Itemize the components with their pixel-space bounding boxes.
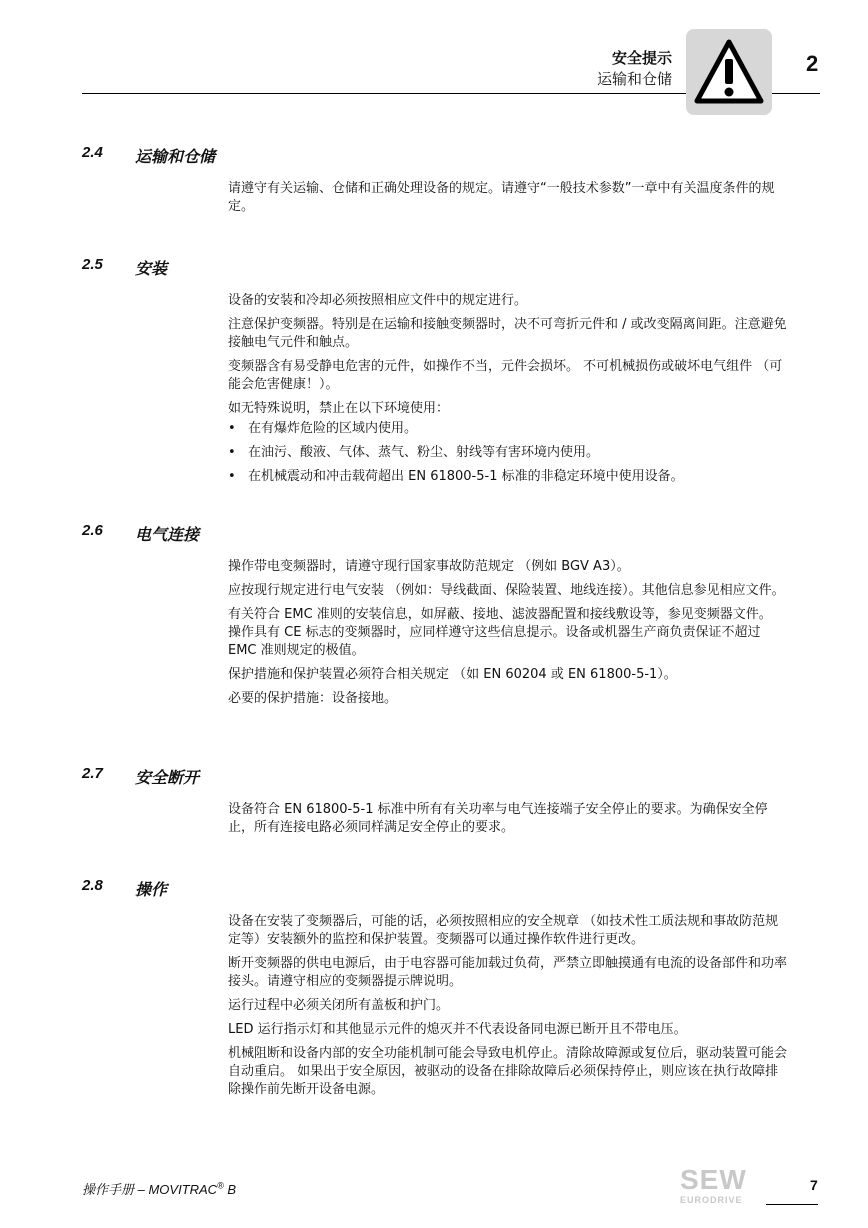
list-item: • 在油污、酸液、气体、蒸气、粉尘、射线等有害环境内使用。 [228,444,788,462]
page-number: 7 [810,1177,818,1193]
header-rule [82,93,686,94]
section-title: 安全断开 [135,768,200,787]
footer-rule [766,1204,818,1205]
paragraph: 注意保护变频器。特别是在运输和接触变频器时，决不可弯折元件和 / 或改变隔离间距。注意避免接触电气元件和触点。 [228,317,787,350]
paragraph: 操作带电变频器时，请遵守现行国家事故防范规定 （例如 BGV A3）。 [228,559,630,574]
section-2-7 [82,765,802,843]
section-2-4 [82,144,802,222]
paragraph: 断开变频器的供电电源后，由于电容器可能加载过负荷，严禁立即触摸通有电流的设备部件和功率接头。请遵守相应的变频器提示牌说明。 [228,956,788,989]
paragraph: 变频器含有易受静电危害的元件，如操作不当，元件会损坏。 不可机械损伤或破坏电气组件 （可能会危害健康！）。 [228,359,783,392]
logo-main-text: SEW [680,1164,747,1195]
section-title: 电气连接 [135,525,200,544]
registered-mark: ® [217,1180,224,1191]
section-title: 运输和仓储 [135,147,216,166]
paragraph: 请遵守有关运输、仓储和正确处理设备的规定。请遵守“一般技术参数”一章中有关温度条件的规定。 [228,181,775,214]
header-rule-right [772,93,820,94]
chapter-number: 2 [806,51,819,76]
section-title: 安装 [135,259,168,278]
section-2-8 [82,877,802,1105]
paragraph: LED 运行指示灯和其他显示元件的熄灭并不代表设备同电源已断开且不带电压。 [228,1022,687,1037]
sew-logo [680,1166,770,1205]
paragraph: 设备符合 EN 61800-5-1 标准中所有有关功率与电气连接端子安全停止的要求。为确保安全停止，所有连接电路必须同样满足安全停止的要求。 [228,802,768,835]
footer-doc-name: 操作手册 – MOVITRAC [82,1182,218,1197]
paragraph: 必要的保护措施：设备接地。 [228,691,398,706]
paragraph: 运行过程中必须关闭所有盖板和护门。 [228,998,450,1013]
paragraph: 保护措施和保护装置必须符合相关规定 （如 EN 60204 或 EN 61800-5-1）。 [228,667,677,682]
section-title: 操作 [135,880,168,899]
section-number: 2.8 [82,877,103,894]
paragraph: 机械阻断和设备内部的安全功能机制可能会导致电机停止。清除故障源或复位后，驱动装置可能会自动重启。 如果出于安全原因，被驱动的设备在排除故障后必须保持停止，则应该在执行故障排除操作前先断开设备电源。 [228,1046,788,1097]
section-number: 2.6 [82,522,103,539]
bullet-list [228,420,788,486]
paragraph: 设备在安装了变频器后，可能的话，必须按照相应的安全规章 （如技术性工质法规和事故防范规定等）安装额外的监控和保护装置。变频器可以通过操作软件进行更改。 [228,914,779,947]
list-item: • 在机械震动和冲击载荷超出 EN 61800-5-1 标准的非稳定环境中使用设备。 [228,468,788,486]
header-title: 安全提示 [611,49,672,67]
paragraph: 如无特殊说明，禁止在以下环境使用： [228,401,450,416]
list-item: • 在有爆炸危险的区域内使用。 [228,420,788,438]
footer-doc-suffix: B [223,1182,237,1197]
footer-doc-title [82,1179,236,1198]
paragraph: 应按现行规定进行电气安装 （例如：导线截面、保险装置、地线连接）。其他信息参见相应文件。 [228,583,785,598]
section-2-5 [82,256,802,492]
warning-triangle-icon [694,39,764,105]
logo-sub-text: EURODRIVE [680,1195,743,1205]
header-subtitle: 运输和仓储 [596,70,672,88]
section-2-6 [82,522,802,714]
section-number: 2.7 [82,765,103,782]
section-number: 2.4 [82,144,103,161]
paragraph: 有关符合 EMC 准则的安装信息，如屏蔽、接地、滤波器配置和接线敷设等，参见变频器文件。 操作具有 CE 标志的变频器时，应同样遵守这些信息提示。设备或机器生产商负责保证不超过 EMC 准则规定的极值。 [228,607,772,658]
section-number: 2.5 [82,256,103,273]
warning-badge [686,29,772,115]
paragraph: 设备的安装和冷却必须按照相应文件中的规定进行。 [228,293,528,308]
